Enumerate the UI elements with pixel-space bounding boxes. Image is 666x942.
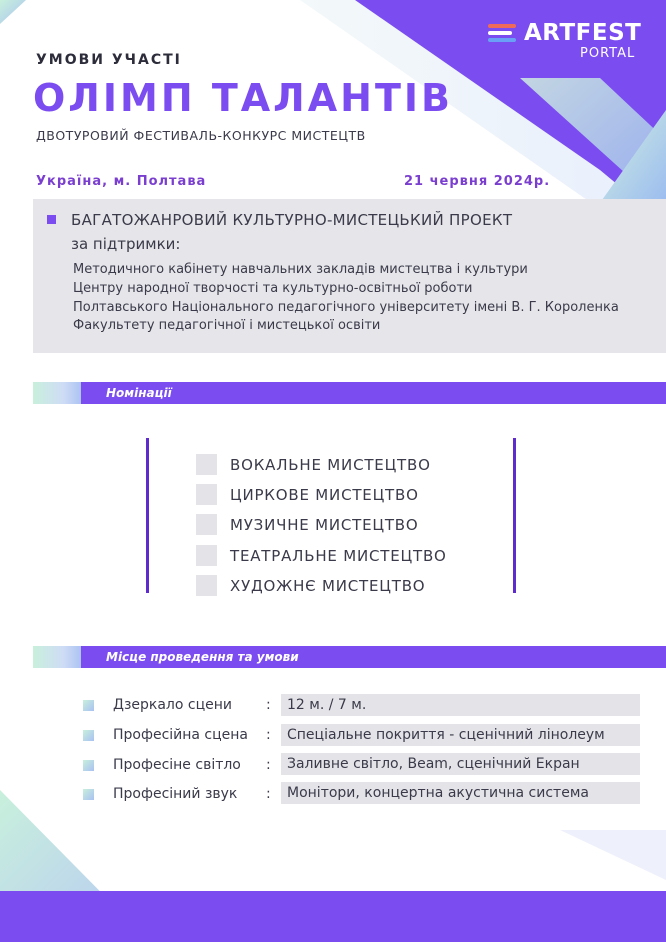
- condition-separator: :: [266, 697, 271, 713]
- logo-stripes-icon: [488, 24, 518, 46]
- nomination-checkbox[interactable]: [196, 454, 217, 475]
- logo-subtitle: PORTAL: [580, 46, 636, 61]
- conditions-subtitle: УМОВИ УЧАСТІ: [36, 52, 182, 68]
- page-title: ОЛІМП ТАЛАНТІВ: [33, 76, 453, 120]
- nomination-label: ЦИРКОВЕ МИСТЕЦТВО: [230, 486, 419, 504]
- condition-bullet-icon: [83, 700, 94, 711]
- condition-separator: :: [266, 786, 271, 802]
- condition-bullet-icon: [83, 730, 94, 741]
- supporter-line: Методичного кабінету навчальних закладів мистецтва і культури: [73, 262, 528, 277]
- condition-label: Професіне світло: [113, 757, 241, 773]
- event-date: 21 червня 2024р.: [404, 174, 551, 189]
- project-bullet-icon: [47, 215, 56, 224]
- nomination-checkbox[interactable]: [196, 484, 217, 505]
- project-title: БАГАТОЖАНРОВИЙ КУЛЬТУРНО-МИСТЕЦЬКИЙ ПРОЕКТ: [71, 211, 513, 229]
- nomination-checkbox[interactable]: [196, 575, 217, 596]
- condition-label: Дзеркало сцени: [113, 697, 232, 713]
- logo-title: ARTFEST: [524, 20, 642, 46]
- section-fade-decoration: [33, 646, 83, 668]
- nomination-label: ВОКАЛЬНЕ МИСТЕЦТВО: [230, 456, 431, 474]
- condition-bullet-icon: [83, 789, 94, 800]
- nomination-label: ХУДОЖНЄ МИСТЕЦТВО: [230, 577, 426, 595]
- nominations-heading: Номінації: [106, 386, 172, 400]
- project-support-label: за підтримки:: [71, 235, 181, 253]
- event-location: Україна, м. Полтава: [36, 174, 207, 189]
- condition-value: Спеціальне покриття - сценічний лінолеум: [287, 727, 605, 743]
- condition-bullet-icon: [83, 760, 94, 771]
- nomination-checkbox[interactable]: [196, 514, 217, 535]
- nomination-label: ТЕАТРАЛЬНЕ МИСТЕЦТВО: [230, 547, 447, 565]
- section-fade-decoration: [33, 382, 83, 404]
- footer-bar: [0, 891, 666, 942]
- condition-label: Професійна сцена: [113, 727, 249, 743]
- nominations-right-rule: [513, 438, 516, 593]
- condition-value: Заливне світло, Beam, сценічний Екран: [287, 756, 580, 772]
- condition-value: 12 м. / 7 м.: [287, 697, 367, 713]
- condition-value: Монітори, концертна акустична система: [287, 785, 589, 801]
- supporter-line: Факультету педагогічної і мистецької освіти: [73, 318, 381, 333]
- artfest-logo: [488, 18, 648, 62]
- supporter-line: Центру народної творчості та культурно-освітньої роботи: [73, 281, 473, 296]
- conditions-heading: Місце проведення та умови: [106, 650, 299, 664]
- condition-label: Професіний звук: [113, 786, 238, 802]
- condition-separator: :: [266, 757, 271, 773]
- festival-description: ДВОТУРОВИЙ ФЕСТИВАЛЬ-КОНКУРС МИСТЕЦТВ: [36, 128, 366, 143]
- condition-separator: :: [266, 727, 271, 743]
- nomination-checkbox[interactable]: [196, 545, 217, 566]
- nominations-left-rule: [146, 438, 149, 593]
- nomination-label: МУЗИЧНЕ МИСТЕЦТВО: [230, 516, 419, 534]
- supporter-line: Полтавського Національного педагогічного університету імені В. Г. Короленка: [73, 300, 619, 315]
